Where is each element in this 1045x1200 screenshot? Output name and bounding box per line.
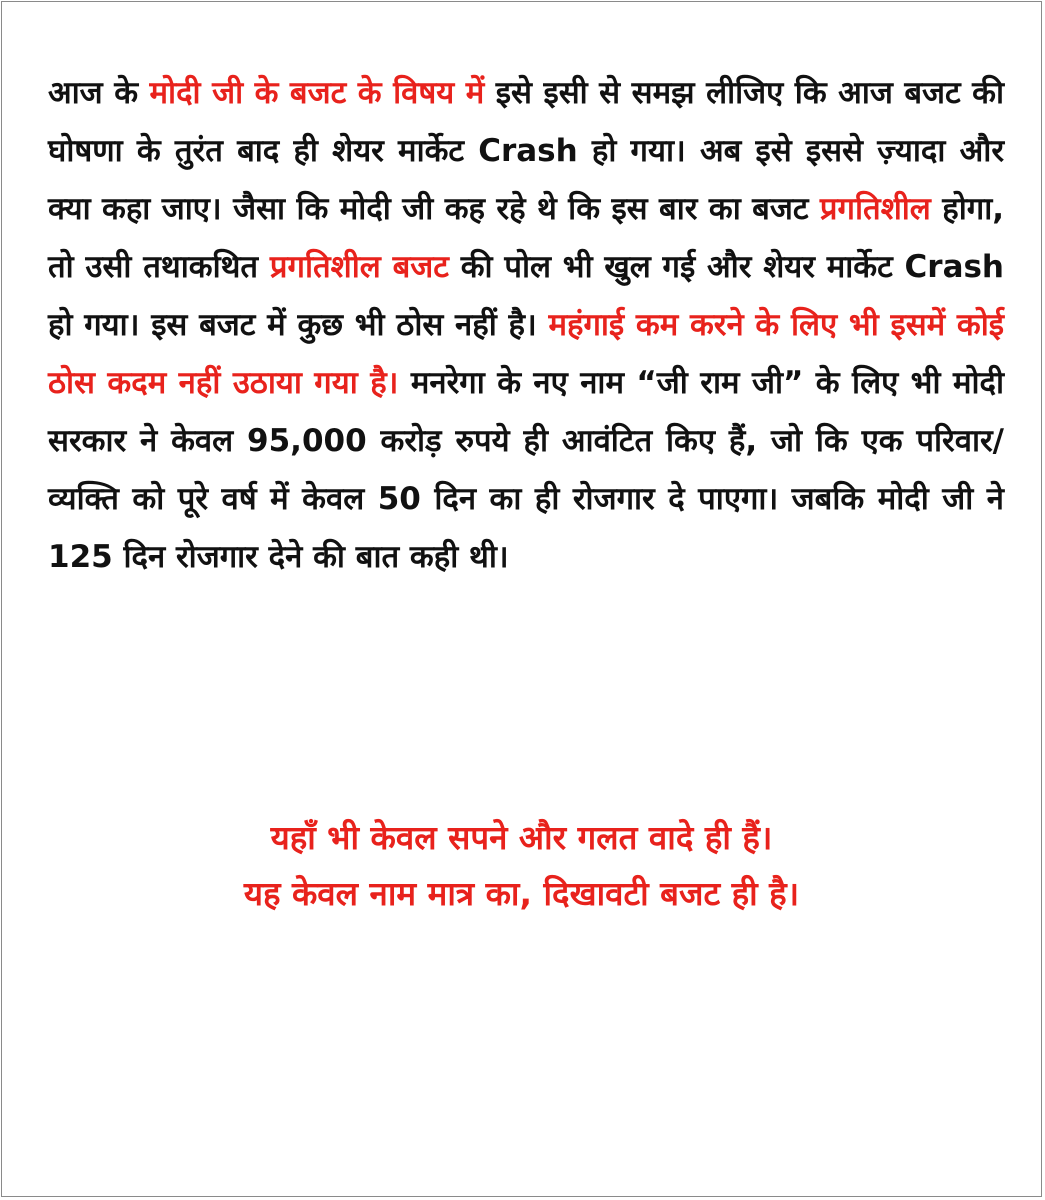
article-highlight-budget-subject: मोदी जी के बजट के विषय में (149, 75, 485, 111)
conclusion-line-1: यहाँ भी केवल सपने और गलत वादे ही हैं। (270, 818, 773, 857)
page-frame (1, 1, 1042, 1197)
article-highlight-inflation: महंगाई कम करने के लिए भी इसमें कोई ठोस कदम नहीं उठाया गया है। (48, 307, 1004, 401)
article-segment: होगा, तो उसी तथाकथित (48, 191, 1005, 285)
article-segment: मनरेगा के नए नाम “जी राम जी” के लिए भी मोदी सरकार ने केवल 95,000 करोड़ रुपये ही आवंटित किए हैं, जो कि एक परिवार/व्यक्ति को पूरे वर्ष में केवल 50 दिन का ही रोजगार दे पाएगा। जबकि मोदी जी ने 125 दिन रोजगार देने की बात कही थी। (48, 365, 1004, 575)
article-segment: की पोल भी खुल गई और शेयर मार्केट Crash हो गया। इस बजट में कुछ भी ठोस नहीं है। (48, 249, 1005, 343)
article-paragraph (48, 64, 1004, 586)
article-highlight-progressive-budget: प्रगतिशील बजट (269, 249, 449, 285)
article-highlight-progressive: प्रगतिशील (819, 191, 931, 227)
conclusion-line-2: यह केवल नाम मात्र का, दिखावटी बजट ही है। (243, 874, 800, 913)
conclusion-block (2, 810, 1041, 922)
article-segment: आज के (48, 75, 150, 111)
article-segment: इसे इसी से समझ लीजिए कि आज बजट की घोषणा के तुरंत बाद ही शेयर मार्केट Crash हो गया। अब इसे इससे ज़्यादा और क्या कहा जाए। जैसा कि मोदी जी कह रहे थे कि इस बार का बजट (48, 75, 1004, 227)
